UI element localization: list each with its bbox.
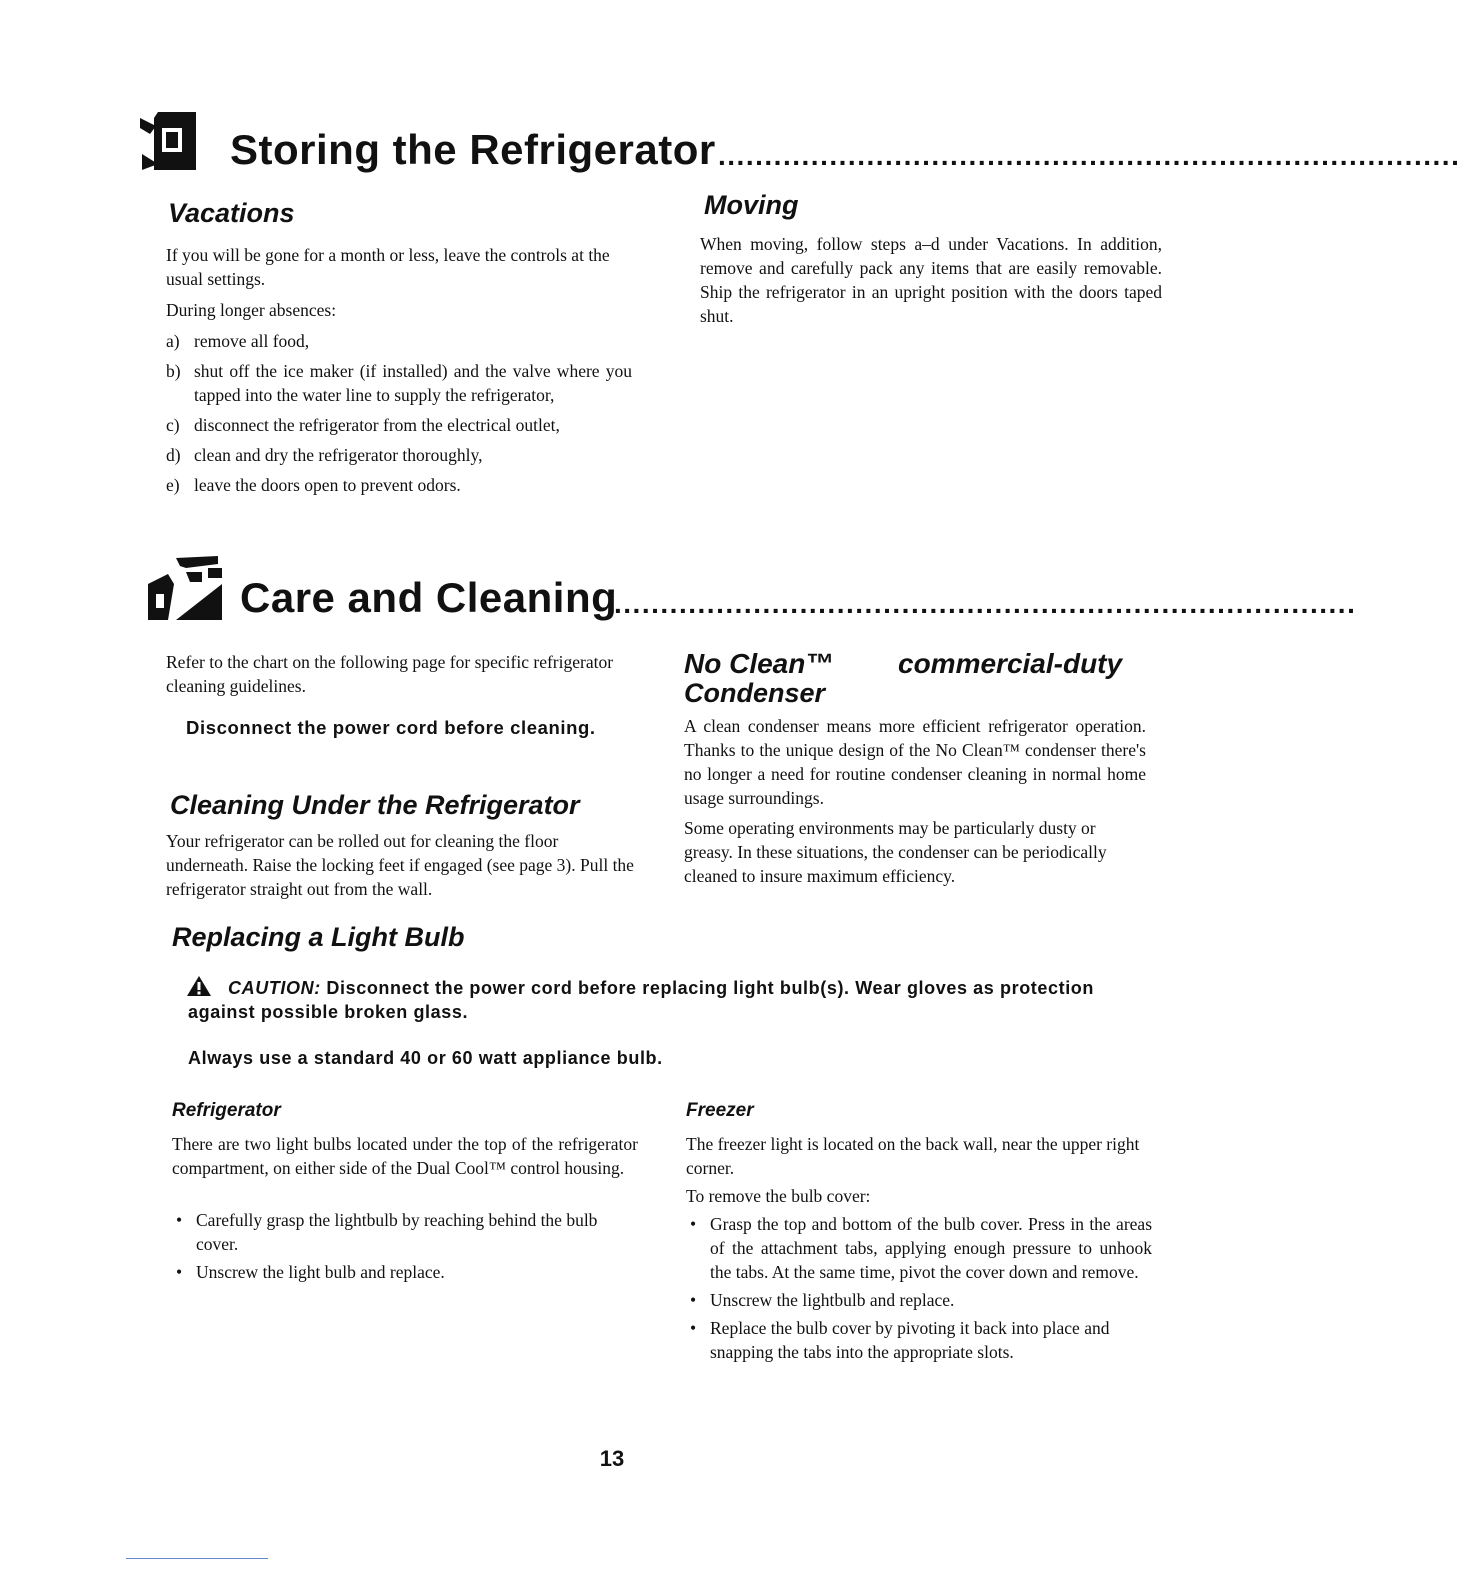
step-text: clean and dry the refrigerator thoroughly, [194,445,483,465]
freezer-subheading: Freezer [686,1100,754,1121]
list-item [686,1316,1152,1364]
moving-text: When moving, follow steps a–d under Vacations. In addition, remove and carefully pack any items that are easily removable. Ship the refrigerator in an upright position with the doors taped shut. [700,234,1162,326]
step-text: shut off the ice maker (if installed) and the valve where you tapped into the water line to supply the refrigerator, [194,361,632,405]
step-text: remove all food, [194,331,310,351]
storing-title: Storing the Refrigerator [230,126,716,173]
step-marker: b) [166,361,181,381]
step-marker: d) [166,445,181,465]
step-marker: e) [166,475,180,495]
bullet: • [690,1290,697,1310]
vacations-steps [166,329,632,503]
list-item [686,1212,1152,1284]
moving-heading: Moving [704,190,799,220]
caution-label: CAUTION: [228,978,321,998]
cleaning-spray-icon [146,554,226,624]
condenser-heading-b: commercial-duty [898,648,1123,679]
bulb-wattage-note: Always use a standard 40 or 60 watt appliance bulb. [188,1048,663,1068]
refrigerator-storage-icon [138,108,202,172]
condenser-heading-a: No Clean™ [684,648,834,679]
freezer-steps [686,1212,1152,1368]
condenser-p1: A clean condenser means more efficient refrigerator operation. Thanks to the unique design of the No Clean™ condenser there's no longer a need for routine condenser cleaning in normal home usage surroundings. [684,716,1146,808]
bullet: • [690,1214,697,1234]
condenser-heading-c: Condenser [684,678,826,708]
caution-block [188,976,1148,1024]
list-item [166,329,632,353]
bullet: • [176,1210,183,1230]
vacations-heading: Vacations [168,198,295,228]
care-intro: Refer to the chart on the following page for specific refrigerator cleaning guidelines. [166,652,614,696]
refrigerator-steps [172,1208,638,1288]
light-bulb-heading: Replacing a Light Bulb [172,922,465,952]
refrigerator-intro: There are two light bulbs located under the top of the refrigerator compartment, on either side of the Dual Cool™ control housing. [172,1134,638,1178]
step-marker: c) [166,415,180,435]
vacations-longer: During longer absences: [166,300,337,320]
page-number: 13 [599,1446,625,1471]
storing-title-leader: ................................................................................ [718,140,1460,171]
bullet: • [176,1262,183,1282]
cleaning-under-text: Your refrigerator can be rolled out for cleaning the floor underneath. Raise the locking feet if engaged (see page 3). Pull the refrigerator straight out from the wall. [166,831,634,899]
bullet-text: Grasp the top and bottom of the bulb cover. Press in the areas of the attachment tabs, applying enough pressure to unhook the tabs. At the same time, pivot the cover down and remove. [710,1214,1152,1282]
bullet-text: Replace the bulb cover by pivoting it back into place and snapping the tabs into the appropriate slots. [710,1318,1110,1362]
disconnect-warning: Disconnect the power cord before cleaning. [186,717,596,738]
cleaning-under-heading: Cleaning Under the Refrigerator [170,790,580,820]
care-title: Care and Cleaning [240,574,618,621]
bullet-text: Unscrew the light bulb and replace. [196,1262,445,1282]
list-item [166,359,632,407]
bullet-text: Unscrew the lightbulb and replace. [710,1290,955,1310]
bullet-text: Carefully grasp the lightbulb by reaching behind the bulb cover. [196,1210,598,1254]
step-marker: a) [166,331,180,351]
freezer-intro: The freezer light is located on the back wall, near the upper right corner. [686,1134,1140,1178]
list-item [172,1208,638,1256]
bullet: • [690,1318,697,1338]
step-text: disconnect the refrigerator from the electrical outlet, [194,415,560,435]
step-text: leave the doors open to prevent odors. [194,475,461,495]
care-title-leader: ................................................................................ [614,588,1357,619]
freezer-remove: To remove the bulb cover: [686,1186,871,1206]
footer-rule [126,1558,268,1559]
vacations-intro: If you will be gone for a month or less, leave the controls at the usual settings. [166,245,610,289]
list-item [166,413,632,437]
refrigerator-subheading: Refrigerator [172,1100,281,1121]
list-item [166,473,632,497]
list-item [686,1288,1152,1312]
caution-text: Disconnect the power cord before replacing light bulb(s). Wear gloves as protection against possible broken glass. [188,978,1094,1022]
list-item [166,443,632,467]
condenser-p2: Some operating environments may be particularly dusty or greasy. In these situations, the condenser can be periodically cleaned to insure maximum efficiency. [684,818,1107,886]
list-item [172,1260,638,1284]
